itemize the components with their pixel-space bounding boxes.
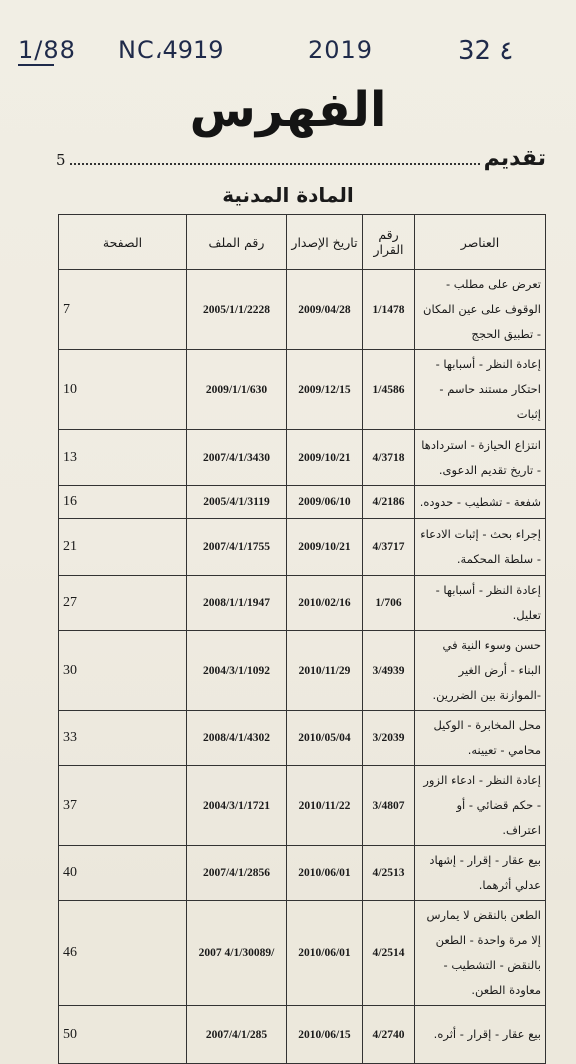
- table-row: [59, 270, 546, 350]
- handwritten-page-ref: 1/88: [18, 36, 76, 64]
- cell-elements: إعادة النظر - أسبابها - احتكار مستند حاسم - إثبات: [415, 350, 546, 430]
- cell-elements: إعادة النظر - ادعاء الزور - حكم قضائي - أو اعتراف.: [415, 766, 546, 846]
- cell-elements: بيع عقار - إقرار - أثره.: [415, 1006, 546, 1064]
- cell-issue-date: 2010/02/16: [287, 576, 363, 631]
- cell-issue-date: 2010/05/04: [287, 711, 363, 766]
- table-row: [59, 1006, 546, 1064]
- cell-issue-date: 2009/06/10: [287, 486, 363, 519]
- cell-issue-date: 2010/11/29: [287, 631, 363, 711]
- cell-file-number: 2007/4/1/2856: [187, 846, 287, 901]
- index-table: [58, 214, 546, 1064]
- cell-page: 16: [59, 486, 187, 519]
- intro-entry: [56, 146, 546, 171]
- cell-elements: شفعة - تشطيب - حدوده.: [415, 486, 546, 519]
- cell-file-number: 2004/3/1/1721: [187, 766, 287, 846]
- handwritten-year: 2019: [308, 36, 374, 64]
- cell-decision-number: 4/3718: [363, 430, 415, 486]
- cell-elements: إعادة النظر - أسبابها - تعليل.: [415, 576, 546, 631]
- cell-elements: بيع عقار - إقرار - إشهاد عدلي أثرهما.: [415, 846, 546, 901]
- cell-elements: محل المخابرة - الوكيل محامي - تعيينه.: [415, 711, 546, 766]
- cell-decision-number: 3/4939: [363, 631, 415, 711]
- table-row: [59, 711, 546, 766]
- cell-elements: حسن وسوء النية في البناء - أرض الغير -الموازنة بين الضررين.: [415, 631, 546, 711]
- cell-page: 7: [59, 270, 187, 350]
- intro-page-number: 5: [56, 151, 66, 169]
- cell-page: 30: [59, 631, 187, 711]
- cell-issue-date: 2010/11/22: [287, 766, 363, 846]
- cell-elements: إجراء بحث - إثبات الادعاء - سلطة المحكمة.: [415, 519, 546, 576]
- cell-page: 50: [59, 1006, 187, 1064]
- header-issue-date: تاريخ الإصدار: [287, 215, 363, 270]
- cell-file-number: /4/1/30089 2007: [187, 901, 287, 1006]
- cell-page: 21: [59, 519, 187, 576]
- cell-page: 40: [59, 846, 187, 901]
- table-header-row: [59, 215, 546, 270]
- table-row: [59, 576, 546, 631]
- header-file-number: رقم الملف: [187, 215, 287, 270]
- cell-page: 37: [59, 766, 187, 846]
- cell-decision-number: 4/2513: [363, 846, 415, 901]
- table-row: [59, 430, 546, 486]
- cell-decision-number: 1/706: [363, 576, 415, 631]
- table-row: [59, 846, 546, 901]
- cell-file-number: 2008/4/1/4302: [187, 711, 287, 766]
- cell-file-number: 2004/3/1/1092: [187, 631, 287, 711]
- cell-decision-number: 1/4586: [363, 350, 415, 430]
- cell-decision-number: 1/1478: [363, 270, 415, 350]
- intro-label: تقديم: [483, 146, 546, 171]
- cell-elements: تعرض على مطلب - الوقوف على عين المكان - تطبيق الحجج: [415, 270, 546, 350]
- cell-page: 33: [59, 711, 187, 766]
- cell-file-number: 2009/1/1/630: [187, 350, 287, 430]
- cell-issue-date: 2010/06/01: [287, 846, 363, 901]
- cell-decision-number: 4/2514: [363, 901, 415, 1006]
- cell-file-number: 2005/4/1/3119: [187, 486, 287, 519]
- table-row: [59, 901, 546, 1006]
- cell-file-number: 2007/4/1/1755: [187, 519, 287, 576]
- header-elements: العناصر: [415, 215, 546, 270]
- cell-issue-date: 2010/06/01: [287, 901, 363, 1006]
- table-row: [59, 631, 546, 711]
- cell-decision-number: 4/2740: [363, 1006, 415, 1064]
- cell-issue-date: 2010/06/15: [287, 1006, 363, 1064]
- cell-issue-date: 2009/04/28: [287, 270, 363, 350]
- cell-page: 46: [59, 901, 187, 1006]
- cell-file-number: 2007/4/1/285: [187, 1006, 287, 1064]
- cell-file-number: 2007/4/1/3430: [187, 430, 287, 486]
- cell-file-number: 2005/1/1/2228: [187, 270, 287, 350]
- cell-decision-number: 3/2039: [363, 711, 415, 766]
- table-row: [59, 486, 546, 519]
- leader-dots: [70, 163, 480, 165]
- cell-decision-number: 4/2186: [363, 486, 415, 519]
- table-row: [59, 519, 546, 576]
- cell-issue-date: 2009/10/21: [287, 430, 363, 486]
- header-decision-number: رقم القرار: [363, 215, 415, 270]
- cell-page: 13: [59, 430, 187, 486]
- header-page: الصفحة: [59, 215, 187, 270]
- handwritten-file-ref: NC،4919: [118, 36, 224, 64]
- cell-issue-date: 2009/10/21: [287, 519, 363, 576]
- cell-elements: انتزاع الحيازة - استردادها - تاريخ تقديم الدعوى.: [415, 430, 546, 486]
- table-row: [59, 766, 546, 846]
- cell-file-number: 2008/1/1/1947: [187, 576, 287, 631]
- handwritten-numbers: 32 ٤: [458, 36, 514, 66]
- cell-decision-number: 4/3717: [363, 519, 415, 576]
- handwritten-underline: [18, 64, 54, 66]
- cell-page: 10: [59, 350, 187, 430]
- section-title: المادة المدنية: [222, 183, 354, 207]
- cell-issue-date: 2009/12/15: [287, 350, 363, 430]
- cell-elements: الطعن بالنقض لا يمارس إلا مرة واحدة - الطعن بالنقض - التشطيب - معاودة الطعن.: [415, 901, 546, 1006]
- page-title: الفهرس: [189, 82, 387, 138]
- table-row: [59, 350, 546, 430]
- cell-page: 27: [59, 576, 187, 631]
- cell-decision-number: 3/4807: [363, 766, 415, 846]
